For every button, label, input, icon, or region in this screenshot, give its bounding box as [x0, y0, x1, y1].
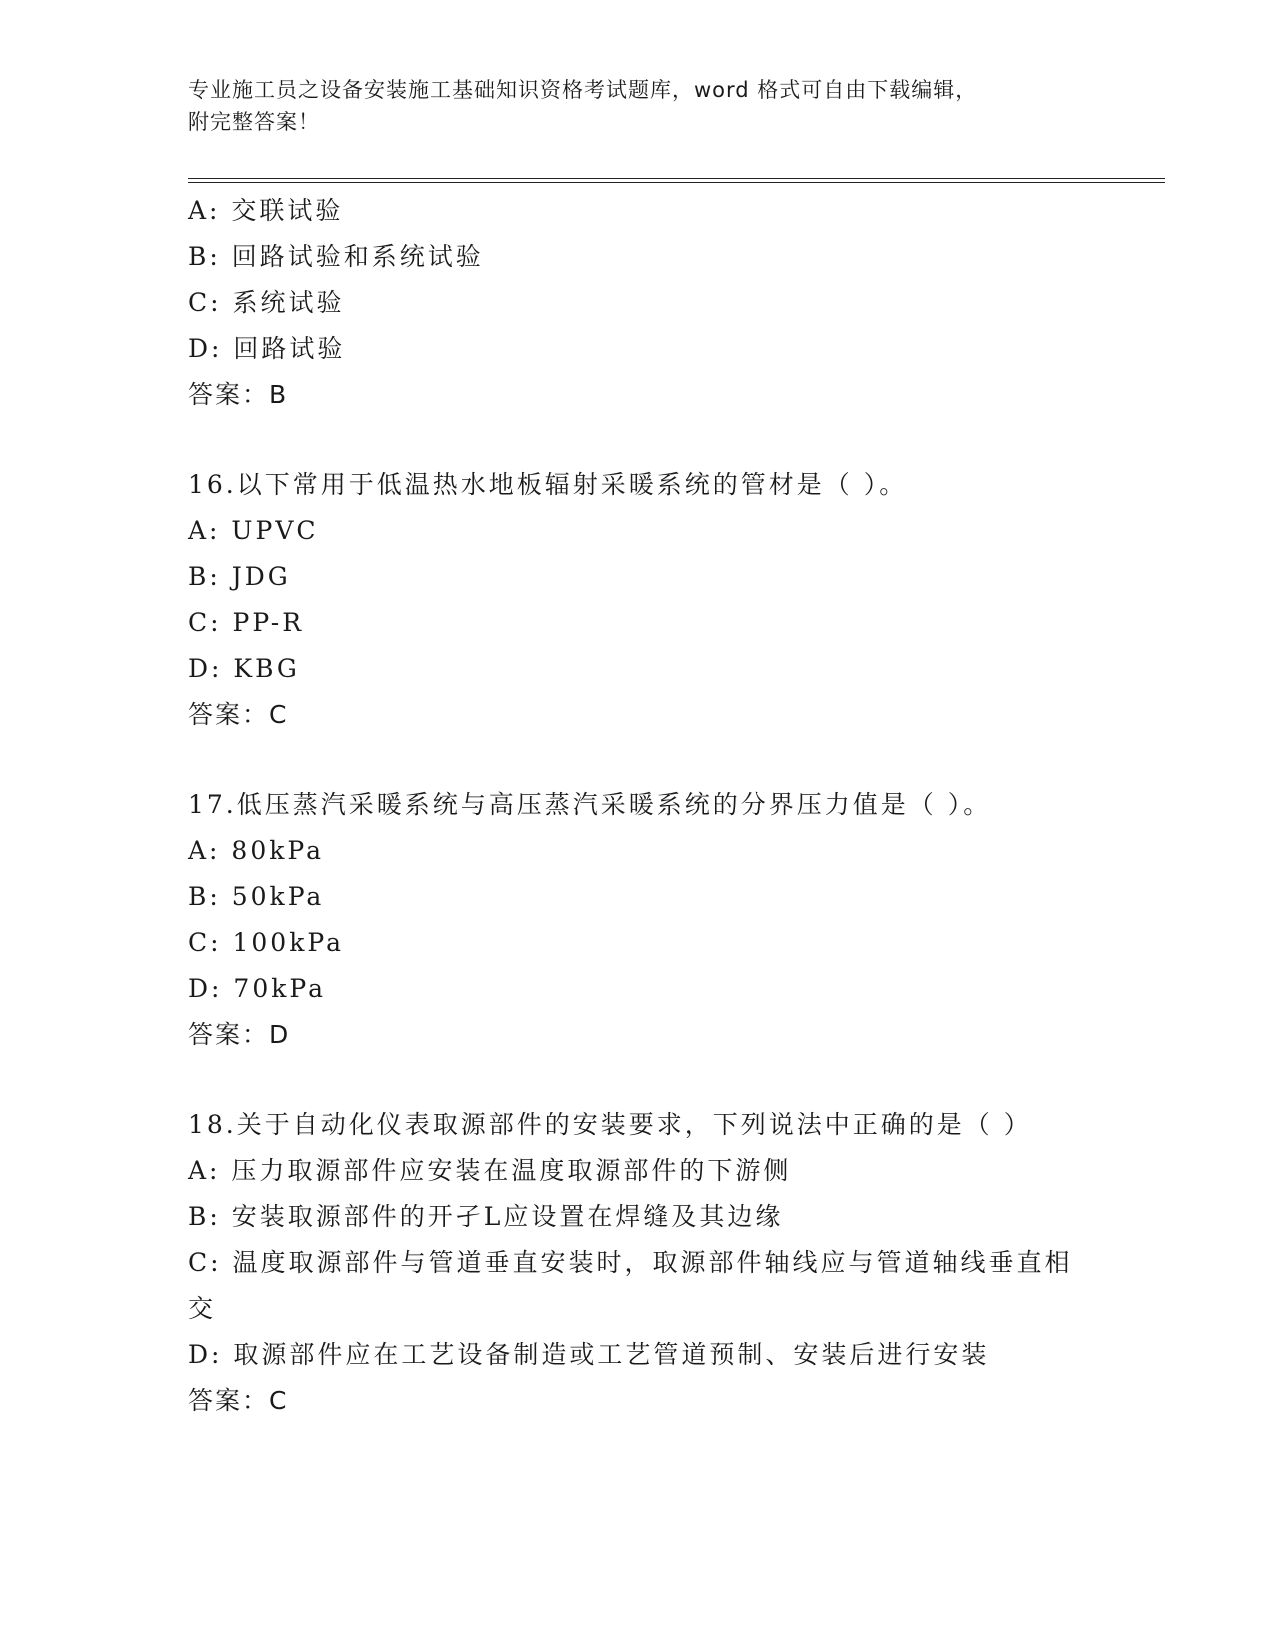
answer-line: 答案：C: [188, 1386, 289, 1415]
answer-line: 答案：C: [188, 700, 289, 729]
option-a: A: 压力取源部件应安装在温度取源部件的下游侧: [188, 1156, 792, 1185]
question-text: 16.以下常用于低温热水地板辐射采暖系统的管材是（ ）。: [188, 470, 908, 499]
answer-line: 答案：D: [188, 1020, 291, 1049]
option-d: D: 回路试验: [188, 334, 346, 363]
question-text: 17.低压蒸汽采暖系统与高压蒸汽采暖系统的分界压力值是（ ）。: [188, 790, 992, 819]
spacer: [188, 418, 1088, 462]
question-list: [188, 188, 1088, 1424]
option-b: B: JDG: [188, 562, 291, 591]
option-a: A: 交联试验: [188, 196, 344, 225]
document-header: [188, 74, 1068, 138]
spacer: [188, 738, 1088, 782]
option-c: C: PP-R: [188, 608, 305, 637]
option-a: A: 80kPa: [188, 836, 324, 865]
question-17-block: [188, 782, 1088, 1058]
option-c: C: 100kPa: [188, 928, 344, 957]
option-b: B: 回路试验和系统试验: [188, 242, 484, 271]
spacer: [188, 1058, 1088, 1102]
header-divider: [188, 178, 1165, 183]
header-line-1: 专业施工员之设备安装施工基础知识资格考试题库，word 格式可自由下载编辑，: [188, 78, 978, 102]
option-b: B: 安装取源部件的开孑L应设置在焊缝及其边缘: [188, 1202, 784, 1231]
question-15-block: [188, 188, 1088, 418]
option-d: D: KBG: [188, 654, 300, 683]
option-c: C: 系统试验: [188, 288, 345, 317]
question-16-block: [188, 462, 1088, 738]
answer-line: 答案：B: [188, 380, 289, 409]
option-c: C: 温度取源部件与管道垂直安装时，取源部件轴线应与管道轴线垂直相交: [188, 1248, 1073, 1323]
header-line-2: 附完整答案！: [188, 110, 320, 134]
question-text: 18.关于自动化仪表取源部件的安装要求，下列说法中正确的是（ ）: [188, 1110, 1032, 1139]
option-a: A: UPVC: [188, 516, 319, 545]
option-b: B: 50kPa: [188, 882, 325, 911]
option-d: D: 70kPa: [188, 974, 326, 1003]
option-d: D: 取源部件应在工艺设备制造或工艺管道预制、安装后进行安装: [188, 1340, 990, 1369]
question-18-block: [188, 1102, 1088, 1424]
